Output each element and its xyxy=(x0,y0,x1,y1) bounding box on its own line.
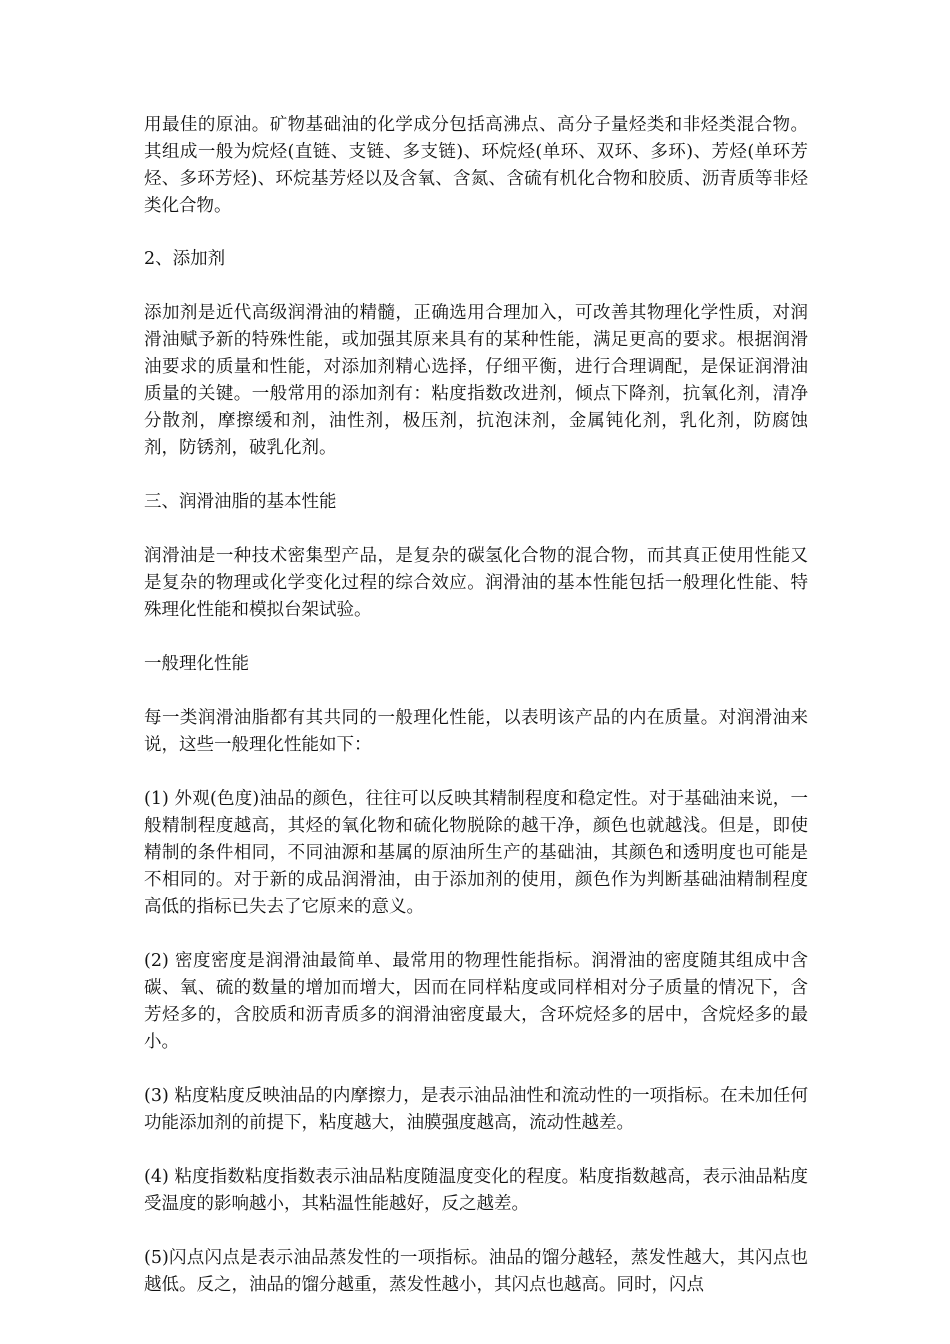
paragraph-lubricant-intro: 润滑油是一种技术密集型产品，是复杂的碳氢化合物的混合物，而其真正使用性能又是复杂的物理或化学变化过程的综合效应。润滑油的基本性能包括一般理化性能、特殊理化性能和模拟台架试验。 xyxy=(144,546,808,620)
paragraph-density: (2) 密度密度是润滑油最简单、最常用的物理性能指标。润滑油的密度随其组成中含碳、氧、硫的数量的增加而增大，因而在同样粘度或同样相对分子质量的情况下，含芳烃多的，含胶质和沥青质多的润滑油密度最大，含环烷烃多的居中，含烷烃多的最小。 xyxy=(144,951,808,1052)
heading-general-properties: 一般理化性能 xyxy=(144,654,249,674)
heading-additives: 2、添加剂 xyxy=(144,249,226,269)
paragraph-general-properties-intro: 每一类润滑油脂都有其共同的一般理化性能，以表明该产品的内在质量。对润滑油来说，这些一般理化性能如下： xyxy=(144,708,808,755)
document-body xyxy=(144,112,808,1326)
heading-basic-properties: 三、润滑油脂的基本性能 xyxy=(144,492,337,512)
paragraph-viscosity: (3) 粘度粘度反映油品的内摩擦力，是表示油品油性和流动性的一项指标。在未加任何功能添加剂的前提下，粘度越大，油膜强度越高，流动性越差。 xyxy=(144,1086,808,1133)
paragraph-base-oil-composition: 用最佳的原油。矿物基础油的化学成分包括高沸点、高分子量烃类和非烃类混合物。其组成一般为烷烃(直链、支链、多支链)、环烷烃(单环、双环、多环)、芳烃(单环芳烃、多环芳烃)、环烷基芳烃以及含氧、含氮、含硫有机化合物和胶质、沥青质等非烃类化合物。 xyxy=(144,115,808,216)
paragraph-additives: 添加剂是近代高级润滑油的精髓，正确选用合理加入，可改善其物理化学性质，对润滑油赋予新的特殊性能，或加强其原来具有的某种性能，满足更高的要求。根据润滑油要求的质量和性能，对添加剂精心选择，仔细平衡，进行合理调配，是保证润滑油质量的关键。一般常用的添加剂有：粘度指数改进剂，倾点下降剂，抗氧化剂，清净分散剂，摩擦缓和剂，油性剂，极压剂，抗泡沫剂，金属钝化剂，乳化剂，防腐蚀剂，防锈剂，破乳化剂。 xyxy=(144,303,808,458)
paragraph-flash-point: (5)闪点闪点是表示油品蒸发性的一项指标。油品的馏分越轻，蒸发性越大，其闪点也越低。反之，油品的馏分越重，蒸发性越小，其闪点也越高。同时，闪点 xyxy=(144,1248,808,1295)
paragraph-appearance: (1) 外观(色度)油品的颜色，往往可以反映其精制程度和稳定性。对于基础油来说，一般精制程度越高，其烃的氧化物和硫化物脱除的越干净，颜色也就越浅。但是，即使精制的条件相同，不同油源和基属的原油所生产的基础油，其颜色和透明度也可能是不相同的。对于新的成品润滑油，由于添加剂的使用，颜色作为判断基础油精制程度高低的指标已失去了它原来的意义。 xyxy=(144,789,808,917)
paragraph-viscosity-index: (4) 粘度指数粘度指数表示油品粘度随温度变化的程度。粘度指数越高，表示油品粘度受温度的影响越小，其粘温性能越好，反之越差。 xyxy=(144,1167,808,1214)
